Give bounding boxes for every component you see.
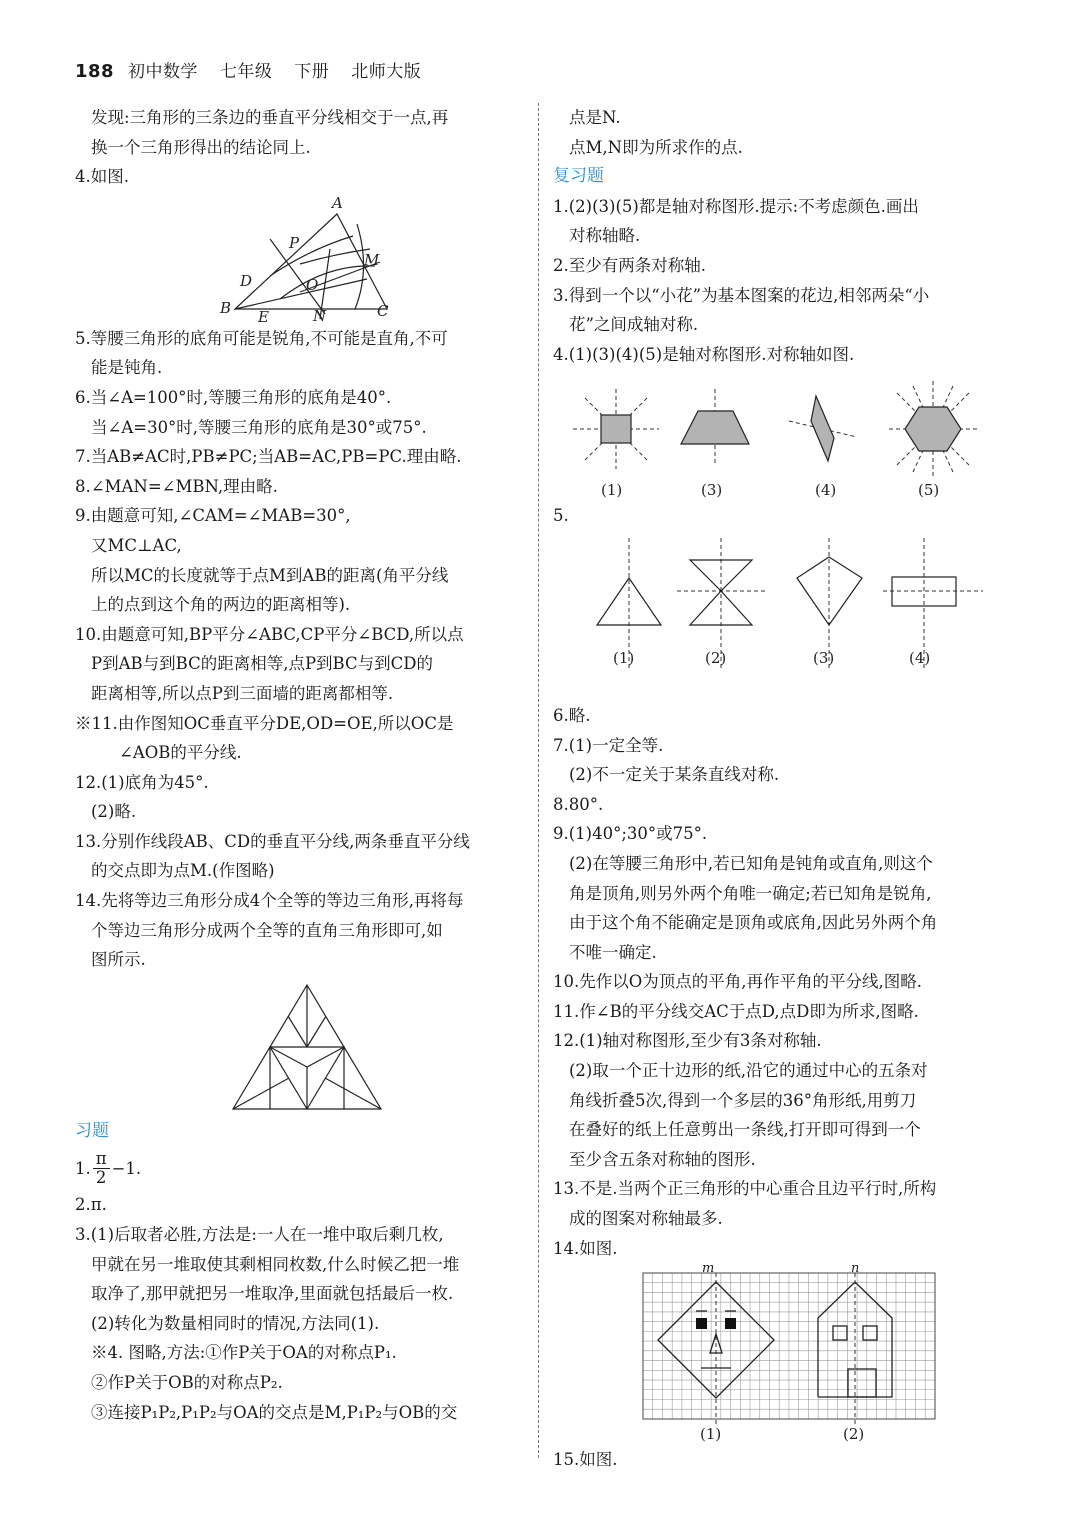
- figure-triangle-perpendicular-bisectors: [75, 194, 525, 322]
- exercise-3: 3.(1)后取者必胜,方法是:一人在一堆中取后剩几枚,: [75, 1225, 444, 1245]
- text-line: 能是钝角.: [91, 358, 163, 378]
- text-line: (2)不一定关于某条直线对称.: [569, 765, 780, 785]
- label-E: E: [258, 307, 269, 322]
- caption: (3): [701, 481, 723, 500]
- answer-10: 10.由题意可知,BP平分∠ABC,CP平分∠BCD,所以点: [75, 624, 464, 644]
- text-line: 取净了,那甲就把另一堆取净,里面就包括最后一枚.: [91, 1284, 454, 1304]
- label-N: N: [313, 306, 327, 322]
- volume: 下册: [294, 62, 330, 82]
- text-line: 当∠A=30°时,等腰三角形的底角是30°或75°.: [91, 417, 427, 437]
- text-line: 对称轴略.: [569, 226, 641, 246]
- text-line: (2)在等腰三角形中,若已知角是钝角或直角,则这个: [569, 853, 933, 873]
- caption: (2): [705, 648, 727, 667]
- text-line: 的交点即为点M.(作图略): [91, 861, 275, 881]
- review-15: 15.如图.: [553, 1450, 618, 1470]
- text-line: ③连接P₁P₂,P₁P₂与OA的交点是M,P₁P₂与OB的交: [91, 1402, 458, 1422]
- review-2: 2.至少有两条对称轴.: [553, 255, 706, 275]
- figure-grid-drawings: [553, 1265, 1003, 1443]
- fraction-denominator: 2: [95, 1167, 107, 1187]
- axis-label-m: m: [702, 1265, 715, 1277]
- answer-7: 7.当AB≠AC时,PB≠PC;当AB=AC,PB=PC.理由略.: [75, 447, 462, 467]
- text-line: 点是N.: [569, 108, 621, 127]
- page-number: 188: [75, 61, 115, 82]
- text-line: 距离相等,所以点P到三面墙的距离都相等.: [91, 683, 394, 703]
- section-title-review: 复习题: [553, 166, 604, 187]
- label-O: O: [306, 275, 319, 294]
- left-column: [75, 103, 525, 1427]
- answer-14: 14.先将等边三角形分成4个全等的等边三角形,再将每: [75, 891, 464, 911]
- figure-symmetry-axes: [553, 371, 1003, 499]
- review-3: 3.得到一个以“小花”为基本图案的花边,相邻两朵“小: [553, 285, 930, 305]
- text-line: ②作P关于OB的对称点P₂.: [91, 1373, 283, 1392]
- fraction-numerator: π: [93, 1150, 110, 1169]
- text-line: 成的图案对称轴最多.: [569, 1209, 723, 1229]
- figure-equilateral-triangle-division: [75, 977, 525, 1115]
- text-line: (2)略.: [91, 802, 137, 822]
- caption: (3): [813, 648, 835, 667]
- review-9: 9.(1)40°;30°或75°.: [553, 824, 708, 844]
- section-title-exercises: 习题: [75, 1120, 109, 1141]
- fraction: [93, 1150, 110, 1187]
- review-11: 11.作∠B的平分线交AC于点D,点D即为所求,图略.: [553, 1001, 919, 1021]
- text-line: 点M,N即为所求作的点.: [569, 137, 743, 157]
- review-6: 6.略.: [553, 705, 591, 725]
- review-14: 14.如图.: [553, 1238, 618, 1258]
- text-line: 由于这个角不能确定是顶角或底角,因此另外两个角: [569, 913, 938, 933]
- caption: (4): [815, 481, 837, 500]
- exercise-1-number: 1.: [75, 1158, 91, 1178]
- caption: (2): [843, 1425, 865, 1444]
- label-A: A: [332, 193, 343, 212]
- answer-4: 4.如图.: [75, 167, 129, 187]
- text-line: 花”之间成轴对称.: [569, 315, 699, 335]
- text-line: 换一个三角形得出的结论同上.: [91, 137, 311, 157]
- review-1: 1.(2)(3)(5)都是轴对称图形.提示:不考虑颜色.画出: [553, 196, 919, 216]
- axis-label-n: n: [851, 1265, 860, 1277]
- right-column: [553, 103, 1003, 1475]
- text-line: 角是顶角,则另外两个角唯一确定;若已知角是锐角,: [569, 883, 932, 903]
- answer-8: 8.∠MAN=∠MBN,理由略.: [75, 476, 278, 496]
- text-line: 所以MC的长度就等于点M到AB的距离(角平分线: [91, 565, 449, 585]
- text-line: (2)取一个正十边形的纸,沿它的通过中心的五条对: [569, 1061, 928, 1081]
- label-P: P: [289, 233, 300, 252]
- text-line: 个等边三角形分成两个全等的直角三角形即可,如: [91, 920, 443, 940]
- review-8: 8.80°.: [553, 794, 604, 814]
- answer-11: ※11.由作图知OC垂直平分DE,OD=OE,所以OC是: [75, 713, 454, 733]
- exercise-2: 2.π.: [75, 1195, 107, 1215]
- fraction-rest: −1.: [111, 1158, 142, 1178]
- caption: (5): [918, 481, 940, 500]
- text-line: 又MC⊥AC,: [91, 535, 182, 555]
- book-title: 初中数学: [127, 62, 198, 82]
- answer-13: 13.分别作线段AB、CD的垂直平分线,两条垂直平分线: [75, 831, 470, 851]
- text-line: 发现:三角形的三条边的垂直平分线相交于一点,再: [91, 108, 449, 127]
- exercise-1: [75, 1146, 525, 1190]
- review-13: 13.不是.当两个正三角形的中心重合且边平行时,所构: [553, 1179, 937, 1199]
- column-divider: [538, 103, 539, 1458]
- label-B: B: [220, 298, 232, 317]
- answer-9: 9.由题意可知,∠CAM=∠MAB=30°,: [75, 506, 351, 526]
- text-line: 上的点到这个角的两边的距离相等).: [91, 595, 351, 615]
- label-M: M: [364, 250, 380, 269]
- review-10: 10.先作以O为顶点的平角,再作平角的平分线,图略.: [553, 972, 923, 992]
- edition: 北师大版: [351, 62, 422, 82]
- text-line: P到AB与到BC的距离相等,点P到BC与到CD的: [91, 654, 433, 674]
- answer-6: 6.当∠A=100°时,等腰三角形的底角是40°.: [75, 387, 392, 407]
- page-header: [75, 57, 437, 82]
- caption: (1): [601, 481, 623, 500]
- answer-12: 12.(1)底角为45°.: [75, 772, 209, 792]
- caption: (4): [909, 648, 931, 667]
- label-C: C: [377, 301, 389, 320]
- text-line: 至少含五条对称轴的图形.: [569, 1149, 756, 1169]
- text-line: ∠AOB的平分线.: [119, 743, 242, 763]
- exercise-4: ※4. 图略,方法:①作P关于OA的对称点P₁.: [91, 1343, 397, 1363]
- caption: (1): [613, 648, 635, 667]
- text-line: 不唯一确定.: [569, 942, 657, 962]
- review-12: 12.(1)轴对称图形,至少有3条对称轴.: [553, 1031, 822, 1051]
- caption: (1): [700, 1425, 722, 1444]
- review-4: 4.(1)(3)(4)(5)是轴对称图形.对称轴如图.: [553, 344, 855, 364]
- text-line: 角线折叠5次,得到一个多层的36°角形纸,用剪刀: [569, 1090, 917, 1110]
- answer-5: 5.等腰三角形的底角可能是锐角,不可能是直角,不可: [75, 328, 448, 348]
- text-line: 在叠好的纸上任意剪出一条线,打开即可得到一个: [569, 1120, 921, 1140]
- figure-axis-symmetric-shapes: [553, 533, 1003, 699]
- text-line: (2)转化为数量相同时的情况,方法同(1).: [91, 1313, 380, 1333]
- grade: 七年级: [219, 62, 273, 82]
- label-D: D: [240, 271, 253, 290]
- review-5: 5.: [553, 506, 569, 526]
- text-line: 甲就在另一堆取使其剩相同枚数,什么时候乙把一堆: [91, 1254, 460, 1274]
- text-line: 图所示.: [91, 950, 146, 970]
- review-7: 7.(1)一定全等.: [553, 735, 664, 755]
